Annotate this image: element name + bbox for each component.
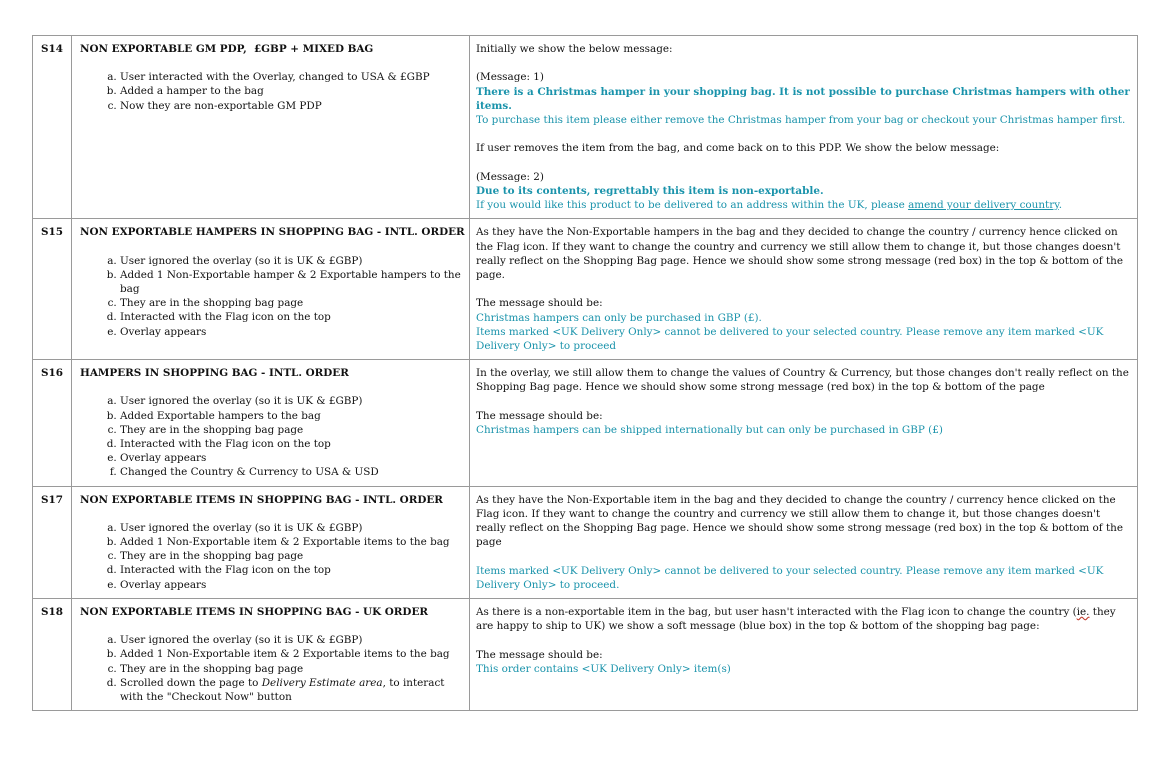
list-item: b. Added a hamper to the bag xyxy=(120,84,463,98)
message-heading: There is a Christmas hamper in your shopping bag. It is not possible to purchase Christmas hampers with other items. xyxy=(476,85,1130,112)
message-text xyxy=(476,198,1131,212)
table-row xyxy=(33,219,1138,360)
scenario-id: S16 xyxy=(33,360,72,486)
scenario-id: S18 xyxy=(33,599,72,711)
description-part: they are happy to ship to UK) we show a soft message (blue box) in the top & bottom of the shopping bag page: xyxy=(476,606,1116,633)
table-row xyxy=(33,36,1138,219)
message-cell xyxy=(470,360,1138,486)
message-label: The message should be: xyxy=(476,297,603,310)
scenario-title: NON EXPORTABLE GM PDP, £GBP + MIXED BAG xyxy=(80,43,374,55)
scenario-cell xyxy=(72,486,470,598)
step-text-part: , to interact with the "Checkout Now" button xyxy=(120,676,445,704)
message-cell xyxy=(470,599,1138,711)
list-item: e. Overlay appears xyxy=(120,451,463,465)
spec-table xyxy=(32,35,1138,711)
scenario-steps xyxy=(78,254,463,339)
description-text: As they have the Non-Exportable hampers in the bag and they decided to change the country / currency hence clicked on the Flag icon. If they want to change the country and currency we still allow them to change it, but those changes doesn't really reflect on the Shopping Bag page. Hence we should show some strong message (red box) in the top & bottom of the page. xyxy=(476,226,1123,281)
table-row xyxy=(33,360,1138,486)
message-cell xyxy=(470,36,1138,219)
scenario-steps xyxy=(78,633,463,704)
step-text-part: Scrolled down the page to xyxy=(120,676,262,689)
message-text: Items marked <UK Delivery Only> cannot be delivered to your selected country. Please remove any item marked <UK Delivery Only> to proceed xyxy=(476,325,1104,352)
list-item: a. User ignored the overlay (so it is UK & £GBP) xyxy=(120,254,463,268)
list-item: f. Changed the Country & Currency to USA & USD xyxy=(120,465,463,479)
message-heading: Due to its contents, regrettably this item is non-exportable. xyxy=(476,184,824,197)
table-row xyxy=(33,599,1138,711)
message-text-part: If you would like this product to be delivered to an address within the UK, please xyxy=(476,199,909,212)
message-cell xyxy=(470,219,1138,360)
scenario-title: HAMPERS IN SHOPPING BAG - INTL. ORDER xyxy=(80,367,349,380)
message-text-end: . xyxy=(1058,199,1063,212)
list-item xyxy=(120,676,463,704)
message-label: (Message: 1) xyxy=(476,71,544,84)
message-cell xyxy=(470,486,1138,598)
list-item: a. User interacted with the Overlay, changed to USA & £GBP xyxy=(120,70,463,84)
description-text: As they have the Non-Exportable item in the bag and they decided to change the country / currency hence clicked on the Flag icon. If they want to change the country and currency we still allow them to change it, but those changes doesn't really reflect on the Shopping Bag page. Hence we should show some strong message (red box) in the top & bottom of the page xyxy=(476,493,1123,549)
list-item: c. They are in the shopping bag page xyxy=(120,423,463,437)
list-item: d. Interacted with the Flag icon on the top xyxy=(120,437,463,451)
scenario-title: NON EXPORTABLE HAMPERS IN SHOPPING BAG - INTL. ORDER xyxy=(80,226,465,239)
list-item: c. They are in the shopping bag page xyxy=(120,296,463,310)
list-item: b. Added 1 Non-Exportable item & 2 Exportable items to the bag xyxy=(120,647,463,661)
message-label: The message should be: xyxy=(476,648,603,661)
message-label: The message should be: xyxy=(476,409,603,422)
scenario-cell xyxy=(72,219,470,360)
list-item: b. Added 1 Non-Exportable hamper & 2 Exportable hampers to the bag xyxy=(120,268,463,296)
table-row xyxy=(33,486,1138,598)
list-item: d. Interacted with the Flag icon on the top xyxy=(120,563,463,577)
scenario-id: S17 xyxy=(33,486,72,598)
list-item: a. User ignored the overlay (so it is UK & £GBP) xyxy=(120,633,463,647)
list-item: c. Now they are non-exportable GM PDP xyxy=(120,99,463,113)
middle-text: If user removes the item from the bag, and come back on to this PDP. We show the below message: xyxy=(476,142,1000,155)
amend-delivery-country-link[interactable]: amend your delivery country xyxy=(908,199,1059,212)
scenario-title: NON EXPORTABLE ITEMS IN SHOPPING BAG - UK ORDER xyxy=(80,606,428,619)
list-item: a. User ignored the overlay (so it is UK & £GBP) xyxy=(120,521,463,535)
message-text: This order contains <UK Delivery Only> item(s) xyxy=(476,662,731,675)
message-text: Christmas hampers can only be purchased in GBP (£). xyxy=(476,311,762,324)
list-item: b. Added Exportable hampers to the bag xyxy=(120,409,463,423)
list-item: b. Added 1 Non-Exportable item & 2 Exportable items to the bag xyxy=(120,535,463,549)
scenario-steps xyxy=(78,521,463,592)
description-text: In the overlay, we still allow them to change the values of Country & Currency, but those changes don't really reflect on the Shopping Bag page. Hence we should show some strong message (red box) in the top & bottom of the page xyxy=(476,367,1129,394)
intro-text: Initially we show the below message: xyxy=(476,43,673,55)
list-item: c. They are in the shopping bag page xyxy=(120,549,463,563)
scenario-title: NON EXPORTABLE ITEMS IN SHOPPING BAG - INTL. ORDER xyxy=(80,493,443,506)
list-item: a. User ignored the overlay (so it is UK & £GBP) xyxy=(120,394,463,408)
scenario-cell xyxy=(72,360,470,486)
message-text: Items marked <UK Delivery Only> cannot be delivered to your selected country. Please remove any item marked <UK Delivery Only> to proceed. xyxy=(476,564,1104,591)
scenario-steps xyxy=(78,394,463,479)
message-text: Christmas hampers can be shipped internationally but can only be purchased in GBP (£) xyxy=(476,424,943,436)
scenario-id: S15 xyxy=(33,219,72,360)
message-text: To purchase this item please either remove the Christmas hamper from your bag or checkout your Christmas hamper first. xyxy=(476,114,1126,126)
list-item: e. Overlay appears xyxy=(120,578,463,592)
list-item: d. Interacted with the Flag icon on the top xyxy=(120,310,463,324)
step-text-emphasis: Delivery Estimate area xyxy=(261,676,383,689)
spellcheck-word: ie. xyxy=(1076,606,1090,619)
description-text xyxy=(476,605,1131,633)
description-part: As there is a non-exportable item in the bag, but user hasn't interacted with the Flag icon to change the country ( xyxy=(476,606,1077,619)
scenario-id: S14 xyxy=(33,36,72,219)
list-item: c. They are in the shopping bag page xyxy=(120,662,463,676)
scenario-steps xyxy=(78,70,463,113)
list-item: e. Overlay appears xyxy=(120,325,463,339)
scenario-cell xyxy=(72,36,470,219)
scenario-cell xyxy=(72,599,470,711)
message-label: (Message: 2) xyxy=(476,170,544,183)
